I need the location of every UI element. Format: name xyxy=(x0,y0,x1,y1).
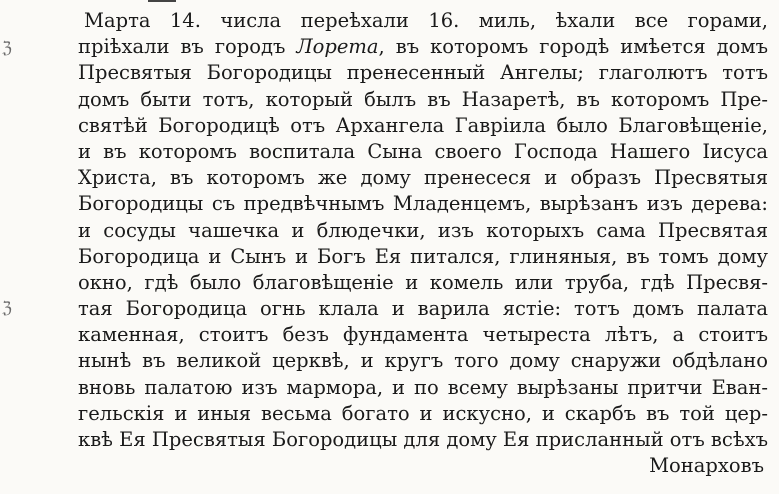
text-line: Пресвятыя Богородицы пренесенный Ангелы; глаголютъ тотъ xyxy=(78,61,768,85)
text-line: нынѣ въ великой церквѣ, и кругъ того дому снаружи обдѣлано xyxy=(78,349,768,373)
top-rule-mark xyxy=(148,0,176,5)
text-line: Христа, въ которомъ же дому пренесеся и образъ Пресвятыя xyxy=(78,166,768,190)
text-line: Богородица и Сынъ и Богъ Ея питался, глиняныя, въ томъ дому xyxy=(78,244,768,268)
text-line: гельскія и иныя весьма богато и искусно, и скарбъ въ той цер- xyxy=(78,401,768,425)
place-name-italic: Лорета xyxy=(296,35,379,59)
text-body xyxy=(78,8,768,479)
text-line: окно, гдѣ было благовѣщеніе и комель или труба, гдѣ Пресвя- xyxy=(78,270,768,294)
text-line xyxy=(78,34,768,60)
text-run: , въ которомъ городѣ имѣется домъ xyxy=(378,35,768,59)
text-run: пріѣхали въ городъ xyxy=(78,35,297,59)
margin-bracket-mark: ℨ xyxy=(2,38,12,57)
text-line: вновь палатою изъ мармора, и по всему вырѣзаны притчи Еван- xyxy=(78,375,768,399)
text-line-last: Монарховъ xyxy=(649,454,764,478)
text-line: тая Богородица огнь клала и варила ястіе: тотъ домъ палата xyxy=(78,297,768,321)
text-line: и сосуды чашечка и блюдечки, изъ которыхъ сама Пресвятая xyxy=(78,218,768,242)
text-line: каменная, стоитъ безъ фундамента четыреста лѣтъ, а стоитъ xyxy=(78,323,768,347)
text-line: домъ быти тотъ, который былъ въ Назаретѣ, въ которомъ Пре- xyxy=(78,87,768,111)
margin-bracket-mark: ℨ xyxy=(2,298,12,317)
text-line: и въ которомъ воспитала Сына своего Господа Нашего Іисуса xyxy=(78,139,768,163)
text-line: квѣ Ея Пресвятыя Богородицы для дому Ея присланный отъ всѣхъ xyxy=(78,428,768,451)
text-line: Богородицы съ предвѣчнымъ Младенцемъ, вырѣзанъ изъ дерева: xyxy=(78,192,768,216)
text-line: святѣй Богородицѣ отъ Архангела Гавріила было Благовѣщеніе, xyxy=(78,113,768,137)
text-line: Марта 14. числа переѣхали 16. миль, ѣхали все горами, xyxy=(84,9,768,32)
